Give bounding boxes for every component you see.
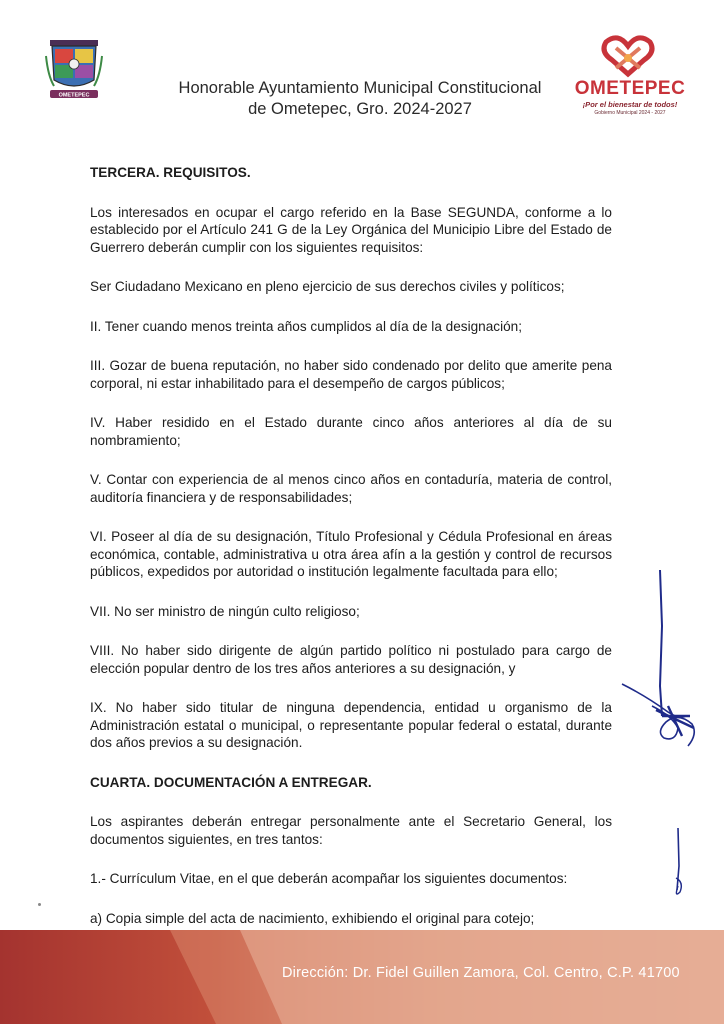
signature-mark-icon <box>666 826 690 908</box>
requirement-8: VIII. No haber sido dirigente de algún partido político ni postulado para cargo de elección popular dentro de los tres años anteriores a su designación, y <box>90 643 612 676</box>
requirement-6: VI. Poseer al día de su designación, Título Profesional y Cédula Profesional en áreas económica, contable, administrativa u otra área afín a la gestión y control de recursos públicos, expedidos por autoridad o institución legalmente facultada para ello; <box>90 529 612 579</box>
heading-cuarta: CUARTA. DOCUMENTACIÓN A ENTREGAR. <box>90 774 372 790</box>
page-header-title <box>150 78 570 120</box>
paragraph-docs-intro: Los aspirantes deberán entregar personalmente ante el Secretario General, los documentos siguientes, en tres tantos: <box>90 814 612 847</box>
header-title-line1: Honorable Ayuntamiento Municipal Constitucional <box>178 79 542 97</box>
municipal-crest-icon <box>44 36 104 106</box>
header-title-line2: de Ometepec, Gro. 2024-2027 <box>248 100 472 118</box>
ometepec-logo-mark-icon <box>596 34 660 80</box>
requirement-1: Ser Ciudadano Mexicano en pleno ejercicio de sus derechos civiles y políticos; <box>90 279 565 294</box>
logo-slogan: ¡Por el bienestar de todos! <box>582 100 678 109</box>
requirement-7: VII. No ser ministro de ningún culto religioso; <box>90 603 360 619</box>
logo-wordmark: OMETEPEC <box>574 78 686 99</box>
footer-address: Dirección: Dr. Fidel Guillen Zamora, Col. Centro, C.P. 41700 <box>282 965 680 981</box>
requirement-5: V. Contar con experiencia de al menos cinco años en contaduría, materia de control, auditoría financiera y de responsabilidades; <box>90 472 612 505</box>
logo-subtitle: Gobierno Municipal 2024 - 2027 <box>594 110 666 116</box>
requirement-9: IX. No haber sido titular de ninguna dependencia, entidad u organismo de la Administración estatal o municipal, o representante popular federal o estatal, durante dos años previos a su designación. <box>90 700 612 750</box>
heading-tercera: TERCERA. REQUISITOS. <box>90 165 251 180</box>
ometepec-logo <box>568 34 692 126</box>
paragraph-intro: Los interesados en ocupar el cargo referido en la Base SEGUNDA, conforme a lo establecido por el Artículo 241 G de la Ley Orgánica del Municipio Libre del Estado de Guerrero deberán cumplir con los siguientes requisitos: <box>90 204 612 255</box>
document-item-a: a) Copia simple del acta de nacimiento, exhibiendo el original para cotejo; <box>90 910 535 926</box>
document-body <box>90 164 612 984</box>
requirement-2: II. Tener cuando menos treinta años cumplidos al día de la designación; <box>90 318 522 334</box>
requirement-4: IV. Haber residido en el Estado durante cinco años anteriores al día de su nombramiento; <box>90 415 612 448</box>
scan-speck <box>38 903 41 906</box>
crest-banner-text: OMETEPEC <box>58 92 90 99</box>
signature-initials-icon <box>616 566 702 752</box>
document-item-1: 1.- Currículum Vitae, en el que deberán acompañar los siguientes documentos: <box>90 871 568 886</box>
requirement-3: III. Gozar de buena reputación, no haber sido condenado por delito que amerite pena corporal, ni estar inhabilitado para el desempeño de cargos públicos; <box>90 358 612 391</box>
